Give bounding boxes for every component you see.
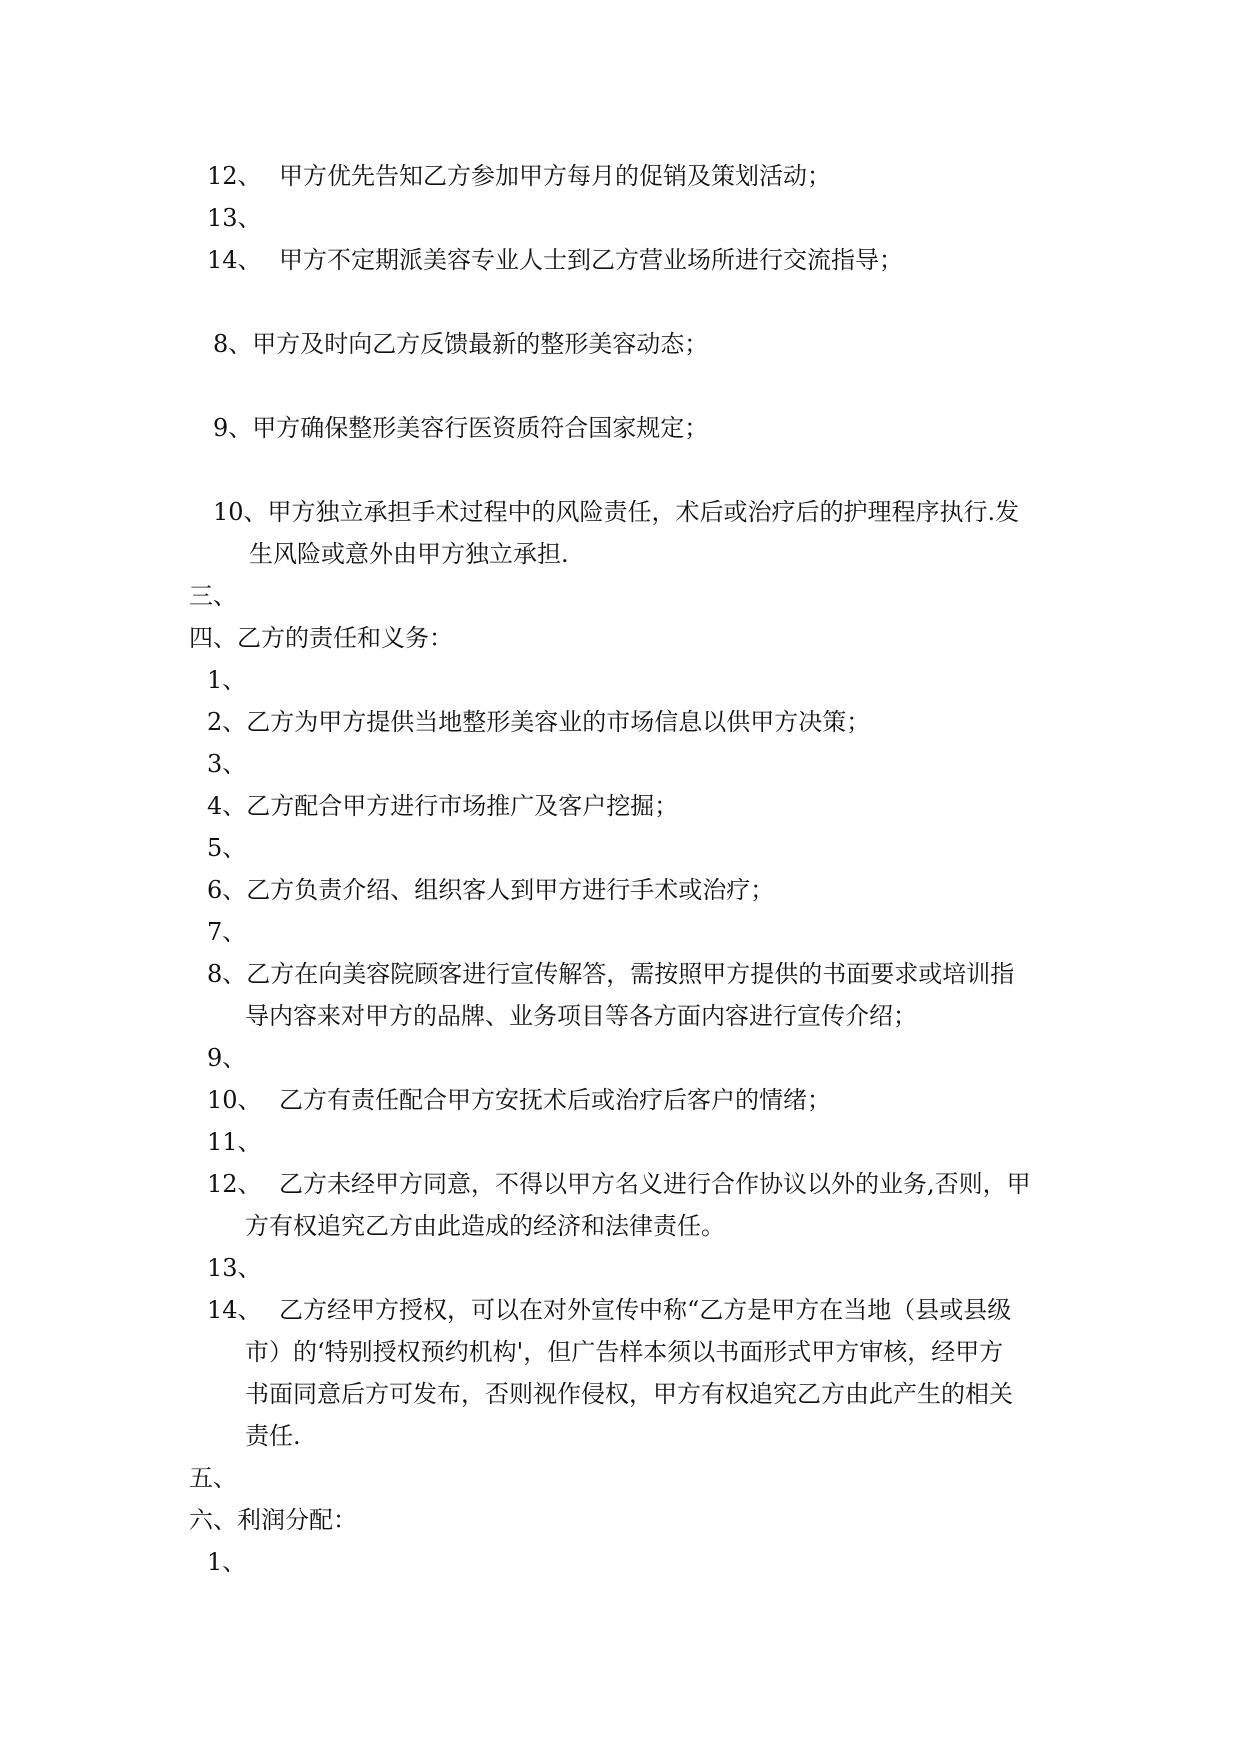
item-number: 2、 (207, 708, 247, 736)
item-number: 9、 (213, 414, 253, 442)
list-item (207, 246, 903, 274)
item-text: 甲方确保整形美容行医资质符合国家规定； (252, 414, 709, 442)
item-text: 甲方不定期派美容专业人士到乙方营业场所进行交流指导； (279, 246, 903, 274)
item-text: 乙方为甲方提供当地整形美容业的市场信息以供甲方决策； (246, 708, 871, 736)
section-number: 六、 (189, 1506, 237, 1534)
section-heading (189, 1464, 237, 1492)
section-heading (189, 582, 237, 610)
item-number: 10、 (213, 498, 268, 526)
item-text: 市）的‘特别授权预约机构'，但广告样本须以书面形式甲方审核，经甲方 (245, 1338, 1004, 1366)
list-item-continuation (245, 1338, 1003, 1366)
list-item (213, 414, 708, 442)
list-item (207, 1548, 246, 1576)
list-item (207, 792, 678, 820)
list-item (207, 834, 246, 862)
list-item-continuation (245, 1212, 725, 1240)
list-item (207, 1170, 1031, 1198)
list-item-continuation (245, 1422, 301, 1450)
item-number: 12、 (207, 1170, 262, 1198)
item-text: 乙方有责任配合甲方安抚术后或治疗后客户的情绪； (279, 1086, 831, 1114)
item-text: 生风险或意外由甲方独立承担. (249, 540, 569, 568)
section-heading (189, 624, 453, 652)
item-number: 8、 (213, 330, 253, 358)
item-text: 乙方负责介绍、组织客人到甲方进行手术或治疗； (246, 876, 775, 904)
item-text: 甲方独立承担手术过程中的风险责任，术后或治疗后的护理程序执行.发 (267, 498, 1020, 526)
item-number: 1、 (207, 666, 247, 694)
item-number: 3、 (207, 750, 247, 778)
list-item (207, 960, 1014, 988)
item-text: 书面同意后方可发布，否则视作侵权，甲方有权追究乙方由此产生的相关 (245, 1380, 1013, 1408)
list-item-continuation (245, 1002, 917, 1030)
item-text: 乙方未经甲方同意，不得以甲方名义进行合作协议以外的业务,否则，甲 (279, 1170, 1031, 1198)
list-item (207, 876, 774, 904)
list-item (207, 1044, 246, 1072)
section-number: 三、 (189, 582, 237, 610)
section-number: 四、 (189, 624, 237, 652)
list-item-continuation (249, 540, 569, 568)
section-heading (189, 1506, 357, 1534)
section-number: 五、 (189, 1464, 237, 1492)
list-item (207, 204, 262, 232)
list-item (207, 666, 246, 694)
item-number: 6、 (207, 876, 247, 904)
item-number: 1、 (207, 1548, 247, 1576)
list-item (207, 1296, 1011, 1324)
item-number: 14、 (207, 246, 262, 274)
item-text: 甲方及时向乙方反馈最新的整形美容动态； (252, 330, 709, 358)
item-text: 导内容来对甲方的品牌、业务项目等各方面内容进行宣传介绍； (245, 1002, 917, 1030)
section-title: 乙方的责任和义务： (237, 624, 453, 652)
item-number: 10、 (207, 1086, 262, 1114)
list-item-continuation (245, 1380, 1013, 1408)
item-text: 乙方在向美容院顾客进行宣传解答，需按照甲方提供的书面要求或培训指 (246, 960, 1015, 988)
section-title: 利润分配： (237, 1506, 357, 1534)
item-number: 13、 (207, 1254, 262, 1282)
item-number: 5、 (207, 834, 247, 862)
list-item (207, 1128, 262, 1156)
list-item (207, 918, 246, 946)
item-text: 乙方经甲方授权，可以在对外宣传中称“乙方是甲方在当地（县或县级 (279, 1296, 1012, 1324)
list-item (213, 498, 1019, 526)
item-number: 12、 (207, 162, 262, 190)
item-text: 方有权追究乙方由此造成的经济和法律责任。 (245, 1212, 725, 1240)
item-number: 13、 (207, 204, 262, 232)
item-number: 4、 (207, 792, 247, 820)
item-text: 责任. (245, 1422, 301, 1450)
list-item (207, 750, 246, 778)
item-number: 7、 (207, 918, 247, 946)
list-item (207, 708, 870, 736)
list-item (207, 1086, 831, 1114)
list-item (207, 1254, 262, 1282)
item-number: 9、 (207, 1044, 247, 1072)
list-item (213, 330, 708, 358)
item-number: 14、 (207, 1296, 262, 1324)
item-number: 8、 (207, 960, 247, 988)
list-item (207, 162, 831, 190)
item-text: 乙方配合甲方进行市场推广及客户挖掘； (246, 792, 679, 820)
item-number: 11、 (207, 1128, 262, 1156)
item-text: 甲方优先告知乙方参加甲方每月的促销及策划活动； (279, 162, 831, 190)
